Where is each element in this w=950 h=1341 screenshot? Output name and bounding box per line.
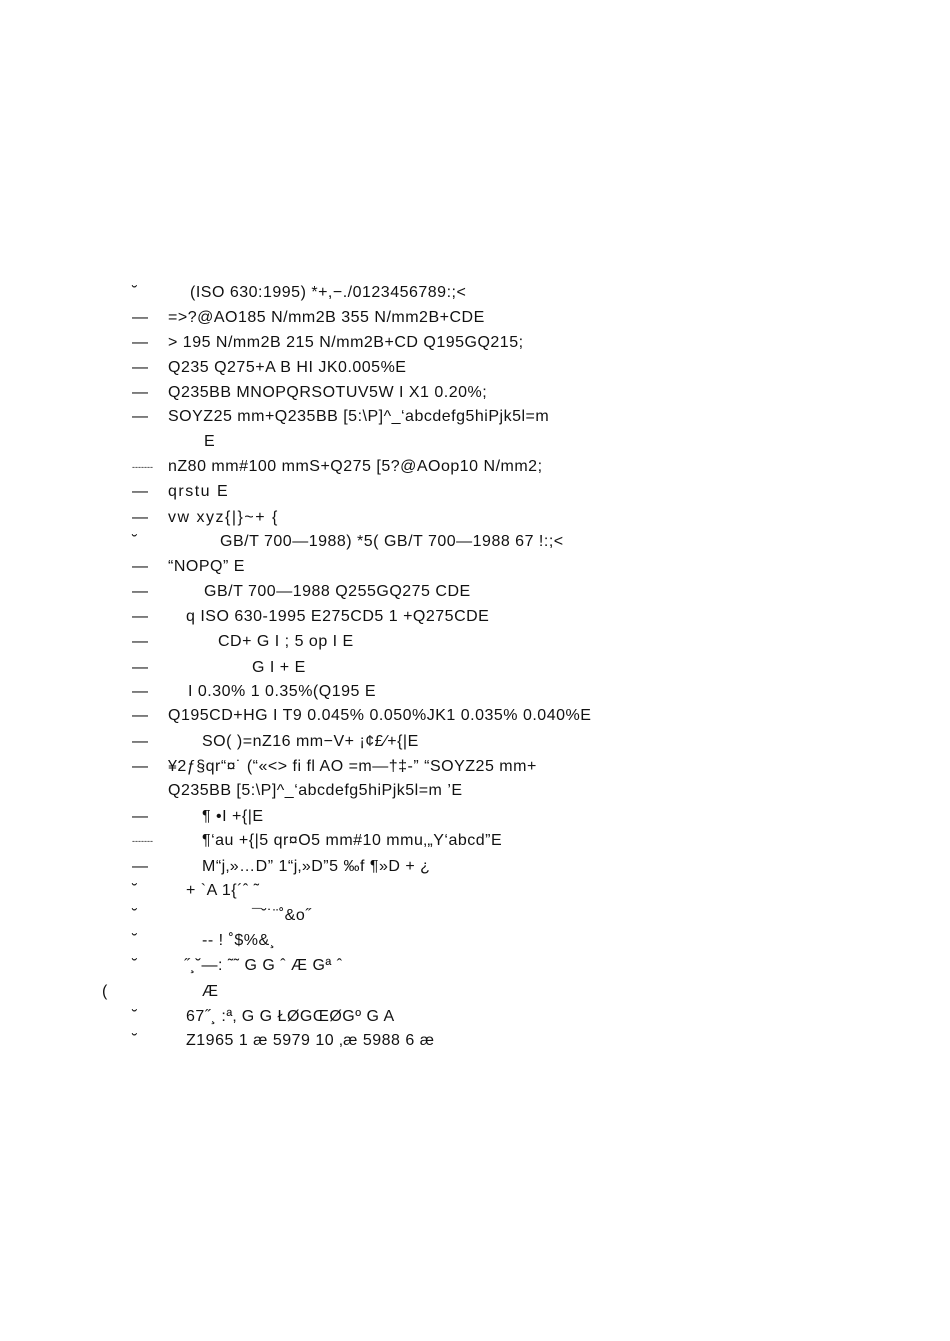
- text-line: [0, 680, 950, 704]
- line-text: > 195 N/mm2B 215 N/mm2B+CD Q195GQ215;: [168, 334, 524, 351]
- text-line: [0, 904, 950, 928]
- bullet-mark: —: [132, 633, 148, 650]
- text-line: [0, 480, 950, 504]
- bullet-mark: -------: [132, 462, 153, 472]
- bullet-mark: —: [132, 659, 148, 676]
- line-text: I 0.30% 1 0.35%(Q195 E: [188, 683, 376, 700]
- line-text: G I + E: [252, 659, 306, 676]
- bullet-mark: —: [132, 483, 148, 500]
- text-line: [0, 356, 950, 380]
- line-text: ¶ •I +{|E: [202, 808, 264, 825]
- line-text: (ISO 630:1995) *+,−./0123456789:;<: [190, 284, 467, 301]
- bullet-mark: ˘: [132, 932, 138, 949]
- bullet-mark: —: [132, 583, 148, 600]
- bullet-mark: ˘: [132, 907, 138, 924]
- text-line: [0, 704, 950, 728]
- text-line: [0, 954, 950, 978]
- bullet-mark: —: [132, 733, 148, 750]
- line-text: SO( )=nZ16 mm−V+ ¡¢£⁄+{|E: [202, 733, 419, 750]
- line-text: ¶‘au +{|5 qr¤O5 mm#10 mmu‚„Y‘abcd”E: [202, 832, 503, 849]
- text-line: [0, 755, 950, 779]
- line-text: Z1965 1 æ 5979 10 ‚æ 5988 6 æ: [186, 1032, 435, 1049]
- line-text: 67˝¸ :ª‚ G G ŁØGŒØGº G A: [186, 1008, 395, 1025]
- bullet-mark: —: [132, 408, 148, 425]
- text-line: [0, 805, 950, 829]
- text-line: [0, 281, 950, 305]
- line-text: Q235BB [5:\P]^_‘abcdefg5hiPjk5l=m ’E: [168, 782, 463, 799]
- bullet-mark: —: [132, 707, 148, 724]
- text-line: [0, 405, 950, 429]
- text-line: [0, 306, 950, 330]
- line-text: Q235 Q275+A B HI JK0.005%E: [168, 359, 407, 376]
- text-line: [0, 630, 950, 654]
- text-line: [0, 779, 950, 803]
- bullet-mark: ˘: [132, 533, 138, 550]
- line-text: M“j‚»…D” 1“j‚»D”5 ‰f ¶»D + ¿: [202, 858, 431, 875]
- line-text: GB/T 700—1988 Q255GQ275 CDE: [204, 583, 471, 600]
- line-text: ¥2ƒ§qr“¤˙ (“«<> fi fl AO =m—†‡-” “SOYZ25 mm+: [168, 758, 537, 775]
- line-text: Q195CD+HG I T9 0.045% 0.050%JK1 0.035% 0.040%E: [168, 707, 592, 724]
- bullet-mark: (: [102, 983, 108, 1000]
- text-line: [0, 430, 950, 454]
- text-line: [0, 455, 950, 479]
- text-line: [0, 530, 950, 554]
- bullet-mark: —: [132, 359, 148, 376]
- text-line: [0, 656, 950, 680]
- bullet-mark: —: [132, 608, 148, 625]
- line-text: Æ: [202, 983, 219, 1000]
- line-text: =>?@AO185 N/mm2B 355 N/mm2B+CDE: [168, 309, 485, 326]
- line-text: CD+ G I ; 5 op I E: [218, 633, 354, 650]
- bullet-mark: —: [132, 509, 148, 526]
- bullet-mark: ˘: [132, 957, 138, 974]
- bullet-mark: —: [132, 758, 148, 775]
- line-text: + `A 1{´ˆ ˜: [186, 882, 260, 899]
- bullet-mark: -------: [132, 836, 153, 846]
- text-line: [0, 980, 950, 1004]
- line-text: nZ80 mm#100 mmS+Q275 [5?@AOop10 N/mm2;: [168, 458, 543, 475]
- text-line: [0, 580, 950, 604]
- text-line: [0, 555, 950, 579]
- line-text: GB/T 700—1988) *5( GB/T 700—1988 67 !:;<: [220, 533, 564, 550]
- text-line: [0, 381, 950, 405]
- text-line: [0, 331, 950, 355]
- bullet-mark: —: [132, 858, 148, 875]
- line-text: qrstu E: [168, 483, 230, 500]
- line-text: vw xyz{|}~+ {: [168, 509, 279, 526]
- line-text: SOYZ25 mm+Q235BB [5:\P]^_‘abcdefg5hiPjk5l=m: [168, 408, 550, 425]
- bullet-mark: ˘: [132, 1032, 138, 1049]
- bullet-mark: —: [132, 384, 148, 401]
- line-text: Q235BB MNOPQRSOTUV5W I X1 0.20%;: [168, 384, 488, 401]
- text-line: [0, 506, 950, 530]
- text-line: [0, 855, 950, 879]
- line-text: “NOPQ” E: [168, 558, 245, 575]
- bullet-mark: —: [132, 558, 148, 575]
- text-line: [0, 1005, 950, 1029]
- text-line: [0, 829, 950, 853]
- bullet-mark: —: [132, 683, 148, 700]
- line-text: q ISO 630-1995 E275CD5 1 +Q275CDE: [186, 608, 490, 625]
- line-text: E: [204, 433, 216, 450]
- bullet-mark: ˘: [132, 284, 138, 301]
- text-line: [0, 605, 950, 629]
- bullet-mark: —: [132, 334, 148, 351]
- text-line: [0, 730, 950, 754]
- text-line: [0, 879, 950, 903]
- line-text: ˝¸˘—: ˜˜ G G ˆ Æ Gª ˆ: [184, 957, 343, 974]
- bullet-mark: ˘: [132, 1008, 138, 1025]
- text-line: [0, 929, 950, 953]
- bullet-mark: —: [132, 808, 148, 825]
- line-text: -- ! ˚$%&¸: [202, 932, 276, 949]
- bullet-mark: —: [132, 309, 148, 326]
- text-line: [0, 1029, 950, 1053]
- line-text: ¯˘˙¨˚&o˝: [252, 907, 312, 924]
- bullet-mark: ˘: [132, 882, 138, 899]
